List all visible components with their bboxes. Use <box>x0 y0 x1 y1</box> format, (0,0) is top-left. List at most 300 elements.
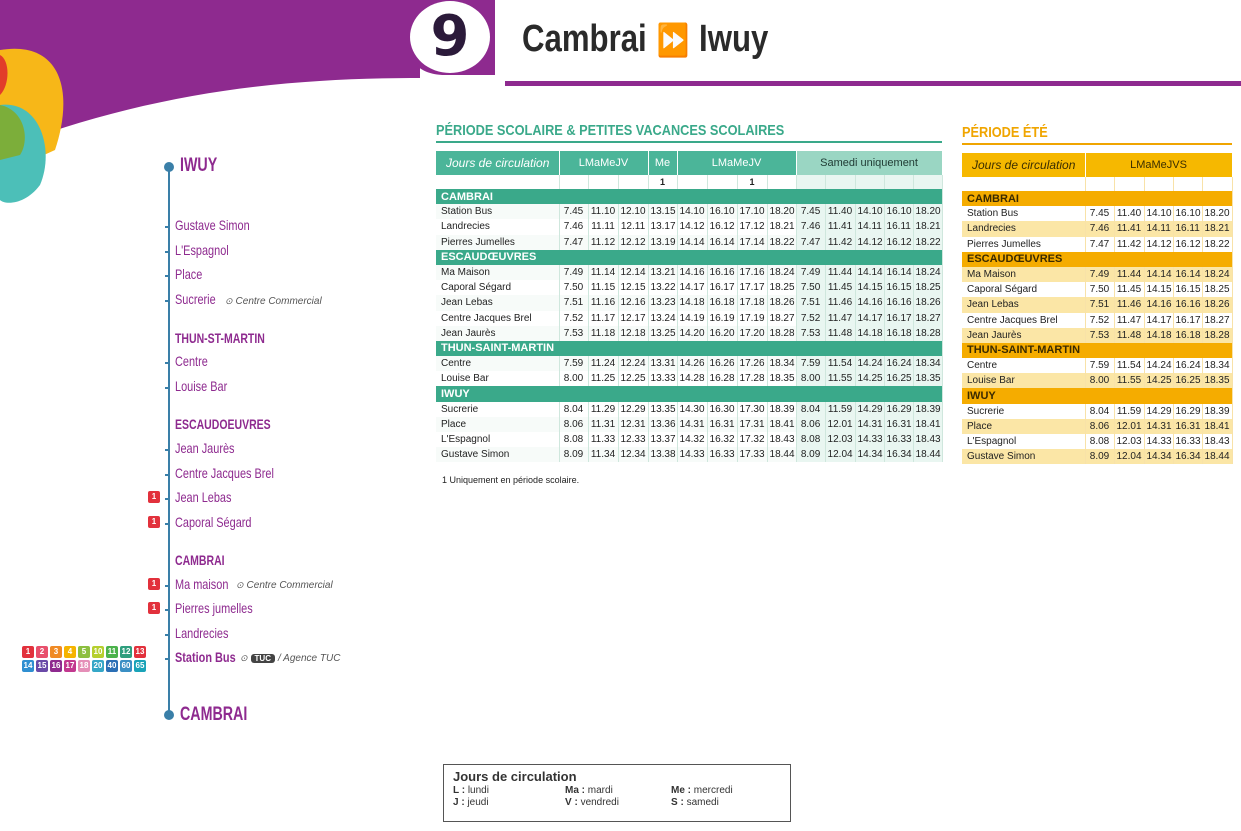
stop-name: Centre <box>962 358 1085 373</box>
departure-time: 16.33 <box>884 432 913 447</box>
connection-line: 65 <box>135 661 145 670</box>
departure-time: 16.16 <box>707 265 737 280</box>
departure-time: 16.11 <box>884 219 913 234</box>
departure-time: 18.43 <box>1202 434 1232 449</box>
departure-time: 18.25 <box>913 280 942 295</box>
departure-time: 14.17 <box>677 280 707 295</box>
school-title-underline <box>436 141 942 143</box>
departure-time: 13.19 <box>648 235 677 250</box>
departure-time: 8.00 <box>796 371 825 386</box>
departure-time: 16.12 <box>884 235 913 250</box>
departure-time: 16.33 <box>1173 434 1202 449</box>
departure-time: 7.45 <box>796 204 825 219</box>
departure-time: 16.31 <box>884 417 913 432</box>
table-row <box>436 204 942 219</box>
spacer-row <box>962 177 1232 191</box>
departure-time: 17.33 <box>737 447 767 462</box>
col-group-lmamejv-2: LMaMeJV <box>677 151 796 175</box>
stop-gustave-simon: Gustave Simon <box>175 217 250 233</box>
stop-tick <box>165 300 170 302</box>
stop-name: Landrecies <box>962 221 1085 236</box>
connection-line: 5 <box>78 646 90 658</box>
commune-escaudoeuvres: ESCAUDOEUVRES <box>175 416 271 432</box>
departure-time: 18.34 <box>1202 358 1232 373</box>
stop-jean-lebas: Jean Lebas <box>175 489 232 505</box>
departure-time: 18.22 <box>1202 237 1232 252</box>
connection-line: 40 <box>107 661 117 670</box>
departure-time: 13.21 <box>648 265 677 280</box>
departure-time: 13.15 <box>648 204 677 219</box>
spacer-cell <box>1202 177 1232 191</box>
departure-time: 8.06 <box>796 417 825 432</box>
connection-line: 18 <box>79 661 89 670</box>
departure-time: 17.18 <box>737 295 767 310</box>
table-row <box>962 328 1232 343</box>
departure-time: 16.18 <box>707 295 737 310</box>
departure-time: 16.18 <box>884 326 913 341</box>
connection-line: 12 <box>121 647 131 656</box>
direction-arrow-icon: ⏩ <box>656 22 690 58</box>
departure-time: 11.45 <box>1114 282 1144 297</box>
departure-time: 14.12 <box>855 235 884 250</box>
departure-time: 14.16 <box>1144 297 1173 312</box>
departure-time: 18.39 <box>913 402 942 417</box>
departure-time: 18.21 <box>1202 221 1232 236</box>
departure-time: 11.24 <box>588 356 618 371</box>
school-period-title: PÉRIODE SCOLAIRE & PETITES VACANCES SCOLAIRES <box>436 122 785 139</box>
departure-time: 16.29 <box>1173 404 1202 419</box>
departure-time: 12.04 <box>1114 449 1144 464</box>
stop-station-bus: Station Bus <box>175 649 236 665</box>
stop-name: Station Bus <box>962 206 1085 221</box>
departure-time: 7.51 <box>1085 297 1114 312</box>
departure-time: 18.20 <box>913 204 942 219</box>
departure-time: 18.43 <box>767 432 796 447</box>
connection-line: 17 <box>65 661 75 670</box>
departure-time: 12.01 <box>825 417 855 432</box>
commune-cambrai: CAMBRAI <box>175 552 225 568</box>
stop-centre: Centre <box>175 353 208 369</box>
departure-time: 11.47 <box>1114 313 1144 328</box>
table-row <box>962 358 1232 373</box>
departure-time: 8.00 <box>1085 373 1114 388</box>
departure-time: 16.14 <box>884 265 913 280</box>
stop-name: Place <box>436 417 559 432</box>
departure-time: 14.11 <box>855 219 884 234</box>
jours-label: Jours de circulation <box>436 151 559 175</box>
col-group-samedi: Samedi uniquement <box>796 151 942 175</box>
departure-time: 14.26 <box>677 356 707 371</box>
table-row <box>962 404 1232 419</box>
departure-time: 12.11 <box>618 219 648 234</box>
table-row <box>962 373 1232 388</box>
footnote-marks-row <box>436 175 942 189</box>
footnote-mark <box>707 175 737 189</box>
departure-time: 18.27 <box>1202 313 1232 328</box>
departure-time: 8.04 <box>796 402 825 417</box>
spacer-cell <box>1173 177 1202 191</box>
departure-time: 14.18 <box>855 326 884 341</box>
group-name: IWUY <box>962 388 1232 403</box>
departure-time: 16.34 <box>884 447 913 462</box>
departure-time: 18.22 <box>767 235 796 250</box>
departure-time: 14.19 <box>677 311 707 326</box>
departure-time: 14.31 <box>677 417 707 432</box>
departure-time: 18.20 <box>1202 206 1232 221</box>
departure-time: 14.17 <box>1144 313 1173 328</box>
stop-name: L'Espagnol <box>436 432 559 447</box>
stop-name: Centre Jacques Brel <box>436 311 559 326</box>
departure-time: 11.15 <box>588 280 618 295</box>
departure-time: 8.04 <box>559 402 588 417</box>
table-row <box>436 356 942 371</box>
departure-time: 14.31 <box>855 417 884 432</box>
departure-time: 16.10 <box>884 204 913 219</box>
departure-time: 16.17 <box>884 311 913 326</box>
footnote-mark <box>796 175 825 189</box>
departure-time: 12.17 <box>618 311 648 326</box>
departure-time: 7.59 <box>796 356 825 371</box>
departure-time: 14.33 <box>855 432 884 447</box>
spacer-cell <box>1085 177 1114 191</box>
departure-time: 8.06 <box>559 417 588 432</box>
group-header-row <box>962 252 1232 267</box>
departure-time: 14.11 <box>1144 221 1173 236</box>
departure-time: 14.18 <box>1144 328 1173 343</box>
stop-place: Place <box>175 266 203 282</box>
departure-time: 11.45 <box>825 280 855 295</box>
departure-time: 16.26 <box>707 356 737 371</box>
footnote-mark <box>618 175 648 189</box>
departure-time: 14.12 <box>1144 237 1173 252</box>
departure-time: 16.16 <box>884 295 913 310</box>
departure-time: 14.16 <box>855 295 884 310</box>
stop-tick <box>165 275 170 277</box>
departure-time: 7.47 <box>559 235 588 250</box>
departure-time: 7.51 <box>796 295 825 310</box>
departure-time: 16.28 <box>707 371 737 386</box>
departure-time: 17.20 <box>737 326 767 341</box>
departure-time: 18.39 <box>767 402 796 417</box>
connection-line: 10 <box>93 647 103 656</box>
departure-time: 17.12 <box>737 219 767 234</box>
group-name: CAMBRAI <box>436 189 942 204</box>
stop-name: Ma Maison <box>436 265 559 280</box>
group-name: IWUY <box>436 386 942 401</box>
footnote: 1 Uniquement en période scolaire. <box>442 475 580 485</box>
departure-time: 18.44 <box>767 447 796 462</box>
departure-time: 11.40 <box>1114 206 1144 221</box>
departure-time: 16.12 <box>707 219 737 234</box>
stop-tick <box>165 658 170 660</box>
departure-time: 14.29 <box>1144 404 1173 419</box>
table-row <box>962 449 1232 464</box>
departure-time: 18.22 <box>913 235 942 250</box>
table-row <box>962 282 1232 297</box>
legend-title: Jours de circulation <box>453 769 577 784</box>
departure-time: 13.17 <box>648 219 677 234</box>
stop-caporal-segard: Caporal Ségard <box>175 514 252 530</box>
departure-time: 7.49 <box>559 265 588 280</box>
departure-time: 14.14 <box>677 235 707 250</box>
footnote-mark: 1 <box>737 175 767 189</box>
departure-time: 14.16 <box>677 265 707 280</box>
departure-time: 11.41 <box>1114 221 1144 236</box>
page-title <box>522 18 768 61</box>
departure-time: 13.31 <box>648 356 677 371</box>
group-name: CAMBRAI <box>962 191 1232 206</box>
connection-badge: 1 <box>148 602 160 614</box>
departure-time: 16.25 <box>884 371 913 386</box>
station-connections-row2 <box>22 660 146 672</box>
departure-time: 17.28 <box>737 371 767 386</box>
departure-time: 13.35 <box>648 402 677 417</box>
departure-time: 7.50 <box>796 280 825 295</box>
departure-time: 11.16 <box>588 295 618 310</box>
departure-time: 18.20 <box>767 204 796 219</box>
table-row <box>436 447 942 462</box>
departure-time: 16.30 <box>707 402 737 417</box>
footnote-mark <box>767 175 796 189</box>
departure-time: 7.46 <box>1085 221 1114 236</box>
connection-line: 60 <box>121 661 131 670</box>
group-name: ESCAUDŒUVRES <box>436 250 942 265</box>
departure-time: 12.01 <box>1114 419 1144 434</box>
departure-time: 11.54 <box>825 356 855 371</box>
summer-title-underline <box>962 143 1232 145</box>
departure-time: 11.17 <box>588 311 618 326</box>
departure-time: 16.14 <box>1173 267 1202 282</box>
departure-time: 17.31 <box>737 417 767 432</box>
footnote-mark: 1 <box>648 175 677 189</box>
departure-time: 16.29 <box>884 402 913 417</box>
line-number: 9 <box>430 4 470 69</box>
departure-time: 16.34 <box>1173 449 1202 464</box>
stop-tick <box>165 585 170 587</box>
terminus-top: IWUY <box>180 155 218 176</box>
departure-time: 18.25 <box>767 280 796 295</box>
departure-time: 8.00 <box>559 371 588 386</box>
departure-time: 14.30 <box>677 402 707 417</box>
group-header-row <box>436 341 942 356</box>
departure-time: 16.16 <box>1173 297 1202 312</box>
departure-time: 13.24 <box>648 311 677 326</box>
departure-time: 11.25 <box>588 371 618 386</box>
departure-time: 7.50 <box>1085 282 1114 297</box>
connection-badge: 1 <box>148 491 160 503</box>
departure-time: 16.17 <box>707 280 737 295</box>
departure-time: 14.32 <box>677 432 707 447</box>
departure-time: 12.04 <box>825 447 855 462</box>
departure-time: 16.11 <box>1173 221 1202 236</box>
departure-time: 17.14 <box>737 235 767 250</box>
departure-time: 7.53 <box>796 326 825 341</box>
departure-time: 11.40 <box>825 204 855 219</box>
departure-time: 11.59 <box>1114 404 1144 419</box>
stop-name: Pierres Jumelles <box>436 235 559 250</box>
departure-time: 8.09 <box>796 447 825 462</box>
departure-time: 14.10 <box>1144 206 1173 221</box>
group-header-row <box>436 189 942 204</box>
departure-time: 18.24 <box>1202 267 1232 282</box>
col-group-me: Me <box>648 151 677 175</box>
departure-time: 11.48 <box>1114 328 1144 343</box>
stop-name: Centre Jacques Brel <box>962 313 1085 328</box>
departure-time: 14.14 <box>1144 267 1173 282</box>
footnote-mark <box>855 175 884 189</box>
footnote-mark <box>825 175 855 189</box>
departure-time: 18.41 <box>1202 419 1232 434</box>
departure-time: 17.26 <box>737 356 767 371</box>
departure-time: 14.20 <box>677 326 707 341</box>
pin-icon: ⊙ <box>225 296 233 306</box>
spacer-cell <box>1114 177 1144 191</box>
departure-time: 16.15 <box>884 280 913 295</box>
departure-time: 11.42 <box>1114 237 1144 252</box>
group-header-row <box>436 386 942 401</box>
departure-time: 18.25 <box>1202 282 1232 297</box>
stop-jean-jaures: Jean Jaurès <box>175 440 235 456</box>
departure-time: 11.31 <box>588 417 618 432</box>
stop-tick <box>165 251 170 253</box>
departure-time: 14.34 <box>1144 449 1173 464</box>
departure-time: 16.33 <box>707 447 737 462</box>
stop-ma-maison: Ma maison <box>175 576 229 592</box>
terminus-dot-bottom <box>164 710 174 720</box>
departure-time: 11.47 <box>825 311 855 326</box>
table-row <box>962 206 1232 221</box>
departure-time: 11.55 <box>1114 373 1144 388</box>
departure-time: 18.35 <box>1202 373 1232 388</box>
departure-time: 18.24 <box>913 265 942 280</box>
departure-time: 16.14 <box>707 235 737 250</box>
table-row <box>962 237 1232 252</box>
stop-sucrerie: Sucrerie <box>175 291 216 307</box>
footnote-mark <box>913 175 942 189</box>
departure-time: 16.32 <box>707 432 737 447</box>
table-row <box>436 402 942 417</box>
station-connections-row1 <box>22 646 146 658</box>
departure-time: 11.18 <box>588 326 618 341</box>
departure-time: 18.26 <box>1202 297 1232 312</box>
table-row <box>436 295 942 310</box>
table-row <box>962 267 1232 282</box>
departure-time: 14.24 <box>855 356 884 371</box>
footnote-mark <box>677 175 707 189</box>
departure-time: 16.17 <box>1173 313 1202 328</box>
legend-grid <box>453 785 781 808</box>
group-name: ESCAUDŒUVRES <box>962 252 1232 267</box>
departure-time: 17.30 <box>737 402 767 417</box>
group-name: THUN-SAINT-MARTIN <box>962 343 1232 358</box>
col-group-lmamejvs: LMaMeJVS <box>1085 153 1232 177</box>
departure-time: 18.26 <box>913 295 942 310</box>
departure-time: 14.12 <box>677 219 707 234</box>
departure-time: 7.52 <box>1085 313 1114 328</box>
departure-time: 18.44 <box>913 447 942 462</box>
origin-name: Cambrai <box>522 18 647 60</box>
commune-thun: THUN-ST-MARTIN <box>175 330 265 346</box>
table-row <box>962 419 1232 434</box>
departure-time: 18.41 <box>767 417 796 432</box>
departure-time: 16.24 <box>884 356 913 371</box>
departure-time: 7.47 <box>796 235 825 250</box>
departure-time: 14.31 <box>1144 419 1173 434</box>
connection-line: 1 <box>22 646 34 658</box>
departure-time: 18.41 <box>913 417 942 432</box>
table-row <box>436 326 942 341</box>
departure-time: 14.18 <box>677 295 707 310</box>
departure-time: 18.28 <box>767 326 796 341</box>
departure-time: 7.52 <box>559 311 588 326</box>
departure-time: 14.17 <box>855 311 884 326</box>
departure-time: 17.19 <box>737 311 767 326</box>
summer-timetable <box>962 153 1233 464</box>
stop-tick <box>165 387 170 389</box>
table-row <box>436 311 942 326</box>
table-row <box>436 417 942 432</box>
departure-time: 8.08 <box>796 432 825 447</box>
table-row <box>962 221 1232 236</box>
departure-time: 7.59 <box>1085 358 1114 373</box>
departure-time: 16.10 <box>707 204 737 219</box>
departure-time: 11.44 <box>825 265 855 280</box>
connection-line: 13 <box>135 647 145 656</box>
departure-time: 11.34 <box>588 447 618 462</box>
departure-time: 18.24 <box>767 265 796 280</box>
stop-name: Station Bus <box>436 204 559 219</box>
connection-line: 3 <box>50 646 62 658</box>
departure-time: 17.17 <box>737 280 767 295</box>
departure-time: 12.12 <box>618 235 648 250</box>
stop-name: Caporal Ségard <box>436 280 559 295</box>
departure-time: 7.49 <box>1085 267 1114 282</box>
departure-time: 14.33 <box>677 447 707 462</box>
jours-label: Jours de circulation <box>962 153 1085 177</box>
departure-time: 12.03 <box>1114 434 1144 449</box>
stop-name: Pierres Jumelles <box>962 237 1085 252</box>
departure-time: 11.42 <box>825 235 855 250</box>
connection-line: 15 <box>37 661 47 670</box>
departure-time: 16.24 <box>1173 358 1202 373</box>
days-legend <box>443 764 791 822</box>
departure-time: 7.45 <box>559 204 588 219</box>
stop-name: Gustave Simon <box>436 447 559 462</box>
departure-time: 14.25 <box>1144 373 1173 388</box>
departure-time: 11.44 <box>1114 267 1144 282</box>
table-row <box>436 371 942 386</box>
departure-time: 14.34 <box>855 447 884 462</box>
table-row <box>962 297 1232 312</box>
departure-time: 14.15 <box>1144 282 1173 297</box>
stop-name: Sucrerie <box>436 402 559 417</box>
departure-time: 7.49 <box>796 265 825 280</box>
departure-time: 7.45 <box>1085 206 1114 221</box>
summer-period-title: PÉRIODE ÉTÉ <box>962 124 1048 141</box>
departure-time: 18.35 <box>767 371 796 386</box>
departure-time: 18.27 <box>913 311 942 326</box>
departure-time: 7.47 <box>1085 237 1114 252</box>
legend-item: V : vendredi <box>565 797 619 808</box>
legend-item: J : jeudi <box>453 797 489 808</box>
departure-time: 14.28 <box>677 371 707 386</box>
connection-line: 4 <box>64 646 76 658</box>
departure-time: 16.19 <box>707 311 737 326</box>
stop-tick <box>165 362 170 364</box>
departure-time: 7.59 <box>559 356 588 371</box>
departure-time: 11.10 <box>588 204 618 219</box>
stop-tick <box>165 634 170 636</box>
